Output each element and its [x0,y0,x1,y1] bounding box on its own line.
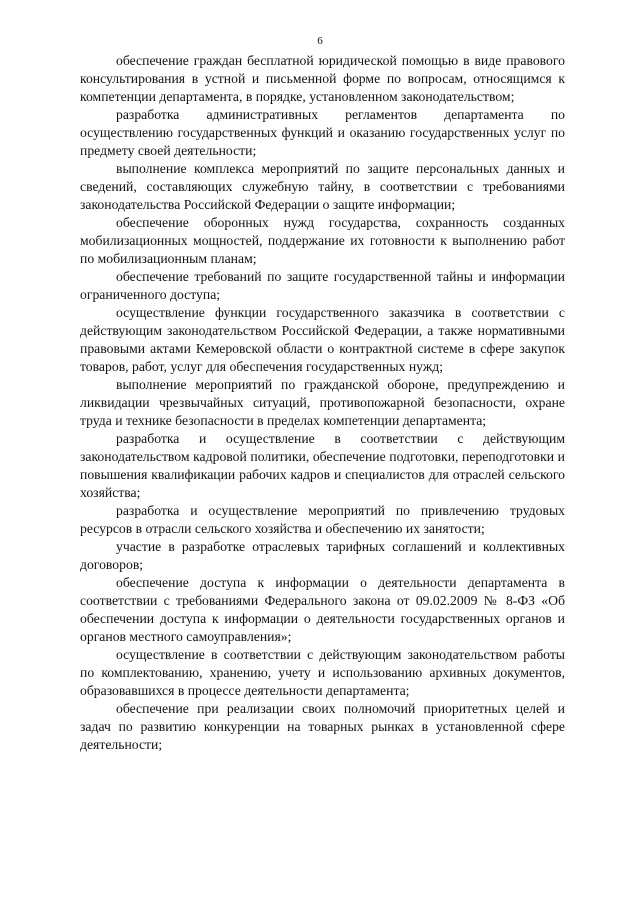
list-item-state-secret: обеспечение требований по защите государственной тайны и информации ограниченного доступа; [80,269,565,302]
list-item-competition: обеспечение при реализации своих полномочий приоритетных целей и задач по развитию конкуренции на товарных рынках в установленной сфере деятельности; [80,701,565,752]
page-number: 6 [317,35,323,47]
list-item-labor-resources: разработка и осуществление мероприятий по привлечению трудовых ресурсов в отрасли сельского хозяйства и обеспечению их занятости; [80,503,565,536]
list-item-state-customer: осуществление функции государственного заказчика в соответствии с действующим законодательством Российской Федерации, а также нормативными правовыми актами Кемеровской области о контрактной системе в сфере закупок товаров, работ, услуг для обеспечения государственных нужд; [80,305,565,374]
list-item-information-access: обеспечение доступа к информации о деятельности департамента в соответствии с требованиями Федерального закона от 09.02.2009 № 8-ФЗ «Об обеспечении доступа к информации о деятельности государственных органов и органов местного самоуправления»; [80,575,565,644]
list-item-personal-data-protection: выполнение комплекса мероприятий по защите персональных данных и сведений, составляющих служебную тайну, в соответствии с требованиями законодательства Российской Федерации о защите информации; [80,161,565,212]
list-item-tariff-agreements: участие в разработке отраслевых тарифных соглашений и коллективных договоров; [80,539,565,572]
list-item-admin-regulations: разработка административных регламентов департамента по осуществлению государственных функций и оказанию государственных услуг по предмету своей деятельности; [80,107,565,158]
document-body [80,52,565,754]
list-item-civil-defense: выполнение мероприятий по гражданской обороне, предупреждению и ликвидации чрезвычайных ситуаций, противопожарной безопасности, охране труда и технике безопасности в пределах компетенции департамента; [80,377,565,428]
list-item-defense-needs: обеспечение оборонных нужд государства, сохранность созданных мобилизационных мощностей, поддержание их готовности к выполнению работ по мобилизационным планам; [80,215,565,266]
list-item-personnel-policy: разработка и осуществление в соответствии с действующим законодательством кадровой политики, обеспечение подготовки, переподготовки и повышения квалификации рабочих кадров и специалистов для отраслей сельского хозяйства; [80,431,565,500]
list-item-free-legal-aid: обеспечение граждан бесплатной юридической помощью в виде правового консультирования в устной и письменной форме по вопросам, относящимся к компетенции департамента, в порядке, установленном законодательством; [80,53,565,104]
list-item-archives: осуществление в соответствии с действующим законодательством работы по комплектованию, хранению, учету и использованию архивных документов, образовавшихся в процессе деятельности департамента; [80,647,565,698]
